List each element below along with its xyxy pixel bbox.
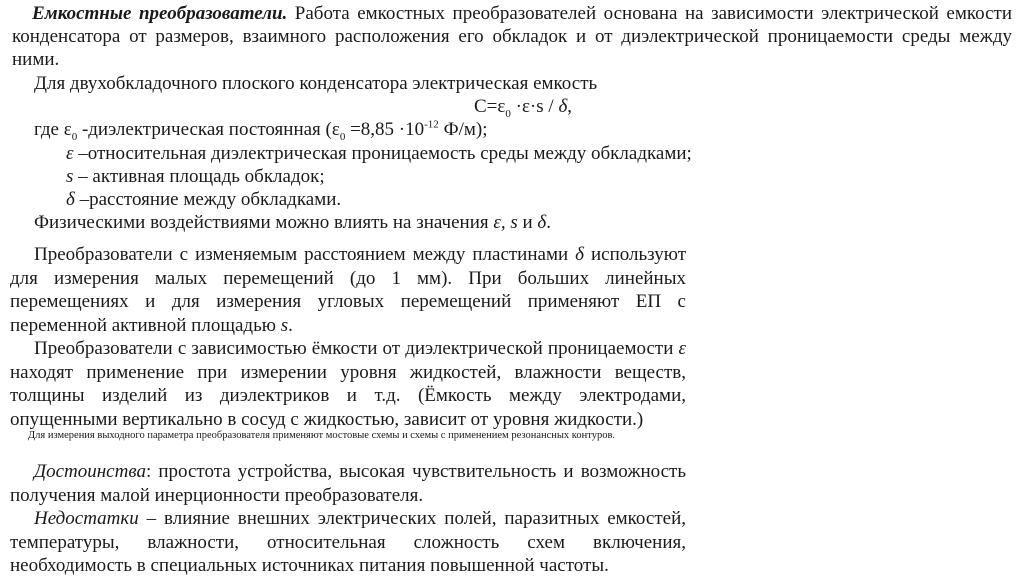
where-d: Ф/м); <box>438 119 488 140</box>
p1-a: Преобразователи с изменяемым расстоянием между пластинами <box>34 244 576 265</box>
p1-end: . <box>288 314 293 336</box>
intro-text: Работа емкостных преобразователей основана на зависимости электрической емкости конденсатора от размеров, взаимного расположения его обкладок и от диэлектрической проницаемости среды между ними. <box>12 3 1012 70</box>
phys-a: Физическими воздействиями можно влиять на значения <box>34 212 494 233</box>
where-a: где ε <box>34 119 72 140</box>
s-symbol: s <box>66 166 74 187</box>
advantages-paragraph <box>10 460 686 507</box>
phys-delta: δ <box>537 212 547 233</box>
s-definition <box>66 165 325 188</box>
advantages-label: Достоинства <box>34 461 146 482</box>
intro-heading: Емкостные преобразователи. <box>32 3 288 24</box>
measurement-note: Для измерения выходного параметра преобразователя применяют мостовые схемы и схемы с применением резонансных контуров. <box>28 430 616 441</box>
section-pros-cons <box>10 460 686 578</box>
eps-desc: –относительная диэлектрическая проницаемость среды между обкладками; <box>73 143 692 164</box>
intro-paragraph <box>12 2 1012 71</box>
epsilon-definition <box>66 142 692 165</box>
disadvantages-label: Недостатки <box>34 508 139 529</box>
where-sub2: 0 <box>339 130 346 143</box>
p2-b: находят применение при измерении уровня жидкостей, влажности веществ, толщины изделий из диэлектриков и т.д. (Ёмкость между электродами, опущенными вертикально в сосуд с жидкостью, зависит от уровня жидкости.) <box>10 361 686 430</box>
section-transducer-types <box>10 243 686 431</box>
p1-s: s <box>280 314 289 336</box>
disadvantages-paragraph <box>10 507 686 578</box>
capacitance-formula <box>474 95 572 118</box>
formula-lead-text: Для двухобкладочного плоского конденсатора электрическая емкость <box>34 73 598 94</box>
formula-c-sub: 0 <box>505 107 511 120</box>
where-c: =8,85 ·10 <box>345 119 425 140</box>
formula-c-end: , <box>567 96 573 117</box>
eps-symbol: ε <box>66 143 74 164</box>
formula-c-rest: ·ε·s / <box>510 96 559 117</box>
distance-paragraph <box>10 243 686 337</box>
s-desc: – активная площадь обкладок; <box>73 166 325 187</box>
phys-and: и <box>517 212 538 233</box>
p1-b: используют для измерения малых перемещений (до 1 мм). При больших линейных перемещениях и для измерения угловых перемещений применяют ЕП с переменной активной площадью <box>10 244 686 336</box>
where-line <box>34 118 487 141</box>
phys-end: . <box>546 212 552 233</box>
delta-desc: –расстояние между обкладками. <box>74 189 342 210</box>
delta-symbol: δ <box>66 189 75 210</box>
permittivity-paragraph <box>10 337 686 431</box>
phys-eps: ε, s <box>493 212 518 233</box>
formula-c-eq: C=ε <box>474 96 506 117</box>
where-b: -диэлектрическая постоянная (ε <box>77 119 340 140</box>
disadvantages-text: – влияние внешних электрических полей, паразитных емкостей, температуры, влажности, относительная сложность схем включения, необходимость в специальных источниках питания повышенной частоты. <box>10 508 686 576</box>
delta-definition <box>66 188 341 211</box>
physical-effects-line <box>34 211 551 234</box>
where-sub: 0 <box>71 130 78 143</box>
p1-delta: δ <box>575 244 584 265</box>
advantages-text: : простота устройства, высокая чувствительность и возможность получения малой инерционности преобразователя. <box>10 461 686 506</box>
formula-c-delta: δ <box>558 96 568 117</box>
p2-eps: ε <box>678 338 686 359</box>
p2-a: Преобразователи с зависимостью ёмкости от диэлектрической проницаемости <box>34 338 679 359</box>
where-sup: -12 <box>424 118 439 131</box>
formula-lead <box>34 72 597 95</box>
